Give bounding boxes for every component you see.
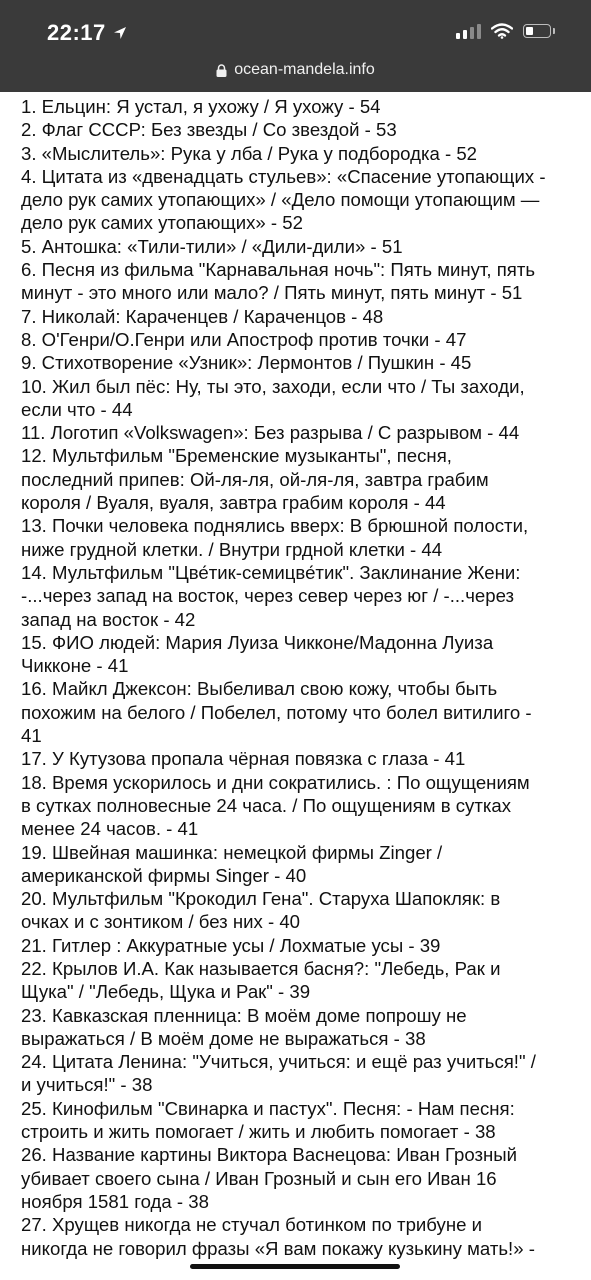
battery-icon — [523, 24, 551, 38]
location-arrow-icon — [112, 25, 128, 41]
status-time — [47, 20, 128, 46]
article-line: если что - 44 — [21, 398, 133, 420]
article-line: 11. Логотип «Volkswagen»: Без разрыва / С разрывом - 44 — [21, 422, 520, 444]
article-line: американской фирмы Singer - 40 — [21, 864, 307, 886]
address-bar[interactable] — [0, 58, 591, 82]
article-line: 16. Майкл Джексон: Выбеливал свою кожу, чтобы быть — [21, 678, 498, 700]
article-line: и учиться!" - 38 — [21, 1074, 153, 1096]
cellular-signal-icon — [456, 23, 481, 39]
article-line: дело рук самих утопающих» / «Дело помощи утопающим — — [21, 189, 540, 211]
article-line: 20. Мультфильм "Крокодил Гена". Старуха Шапокляк: в — [21, 888, 501, 910]
article-line: последний припев: Ой-ля-ля, ой-ля-ля, завтра грабим — [21, 468, 489, 490]
url-text: ocean-mandela.info — [234, 61, 375, 78]
article-line: Щука" / "Лебедь, Щука и Рак" - 39 — [21, 981, 311, 1003]
article-line: 12. Мультфильм "Бременские музыканты", песня, — [21, 445, 452, 467]
article-line: 24. Цитата Ленина: "Учиться, учиться: и ещё раз учиться!" / — [21, 1051, 536, 1073]
article-line: короля / Вуаля, вуаля, завтра грабим короля - 44 — [21, 492, 446, 514]
article-line: 21. Гитлер : Аккуратные усы / Лохматые усы - 39 — [21, 934, 441, 956]
article-line: 17. У Кутузова пропала чёрная повязка с глаза - 41 — [21, 748, 466, 770]
article-line: 22. Крылов И.А. Как называется басня?: "Лебедь, Рак и — [21, 957, 501, 979]
article-line: менее 24 часов. - 41 — [21, 818, 199, 840]
article-line: ниже грудной клетки. / Внутри грдной клетки - 44 — [21, 538, 443, 560]
article-line: 10. Жил был пёс: Ну, ты это, заходи, если что / Ты заходи, — [21, 375, 525, 397]
article-line: 23. Кавказская пленница: В моём доме попрошу не — [21, 1004, 467, 1026]
article-line: очках и с зонтиком / без них - 40 — [21, 911, 300, 933]
top-bar — [0, 0, 591, 92]
article-line: 5. Антошка: «Тили-тили» / «Дили-дили» - 51 — [21, 235, 403, 257]
article-line: запад на восток - 42 — [21, 608, 196, 630]
article-line: 27. Хрущев никогда не стучал ботинком по трибуне и — [21, 1214, 483, 1236]
article-line: 8. О'Генри/О.Генри или Апостроф против точки - 47 — [21, 328, 467, 350]
article-line: 14. Мультфильм "Цве́тик-семицве́тик". Заклинание Жени: — [21, 561, 521, 583]
article-line: ноября 1581 года - 38 — [21, 1190, 209, 1212]
article-line: минут - это много или мало? / Пять минут, пять минут - 51 — [21, 282, 523, 304]
article-line: 6. Песня из фильма "Карнавальная ночь": Пять минут, пять — [21, 259, 536, 281]
article-line: 9. Стихотворение «Узник»: Лермонтов / Пушкин - 45 — [21, 352, 472, 374]
article-line: -...через запад на восток, через север через юг / -...через — [21, 585, 515, 607]
article-line: 26. Название картины Виктора Васнецова: Иван Грозный — [21, 1144, 518, 1166]
article-line: похожим на белого / Побелел, потому что болел витилиго - — [21, 701, 532, 723]
article-text — [21, 95, 571, 1260]
article-line: 4. Цитата из «двенадцать стульев»: «Спасение утопающих - — [21, 165, 546, 187]
article-line: 7. Николай: Караченцев / Караченцов - 48 — [21, 305, 384, 327]
article-line: дело рук самих утопающих» - 52 — [21, 212, 303, 234]
article-line: убивает своего сына / Иван Грозный и сын его Иван 16 — [21, 1167, 497, 1189]
status-icons — [456, 23, 551, 39]
article-line: 41 — [21, 725, 42, 747]
article-line: выражаться / В моём доме не выражаться - 38 — [21, 1027, 426, 1049]
article-line: 19. Швейная машинка: немецкой фирмы Zinger / — [21, 841, 443, 863]
status-time-text: 22:17 — [47, 20, 106, 45]
home-indicator[interactable] — [190, 1264, 400, 1269]
article-line: 18. Время ускорилось и дни сократились. : По ощущениям — [21, 771, 530, 793]
article-line: 25. Кинофильм "Свинарка и пастух". Песня: - Нам песня: — [21, 1097, 515, 1119]
article-line: 2. Флаг СССР: Без звезды / Со звездой - 53 — [21, 119, 397, 141]
article-line: строить и жить помогает / жить и любить помогает - 38 — [21, 1121, 496, 1143]
article-line: 3. «Мыслитель»: Рука у лба / Рука у подбородка - 52 — [21, 142, 478, 164]
article-line: никогда не говорил фразы «Я вам покажу кузькину мать!» - — [21, 1237, 535, 1259]
wifi-icon — [491, 23, 513, 39]
article-line: 13. Почки человека поднялись вверх: В брюшной полости, — [21, 515, 529, 537]
lock-icon — [216, 64, 227, 77]
article-line: Чикконе - 41 — [21, 655, 129, 677]
article-line: в сутках полновесные 24 часа. / По ощущениям в сутках — [21, 794, 512, 816]
article-line: 1. Ельцин: Я устал, я ухожу / Я ухожу - 54 — [21, 96, 381, 117]
article-line: 15. ФИО людей: Мария Луиза Чикконе/Мадонна Луиза — [21, 631, 494, 653]
